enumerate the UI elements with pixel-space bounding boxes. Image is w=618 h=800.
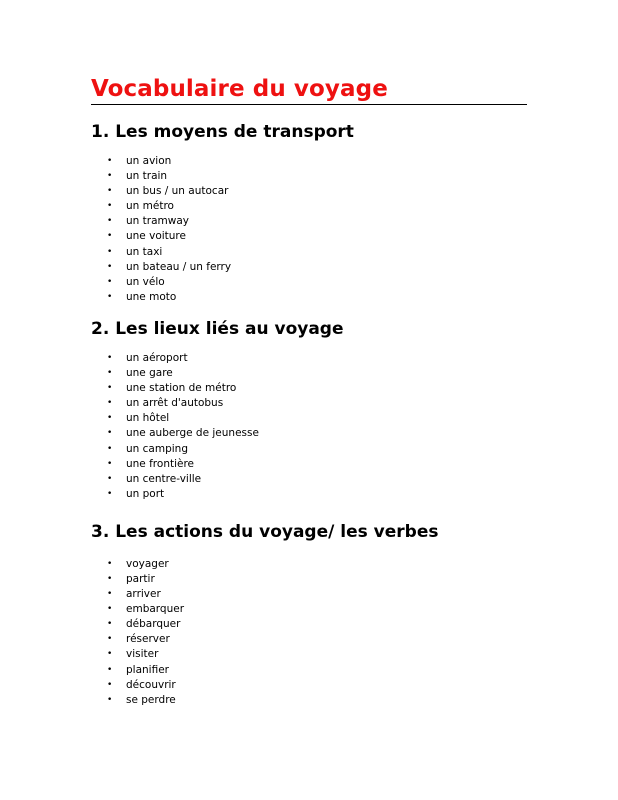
bullet-icon: • (107, 458, 113, 469)
list-item (91, 487, 527, 502)
list-item (91, 663, 527, 678)
list-item (91, 260, 527, 275)
list-item (91, 602, 527, 617)
list-item (91, 366, 527, 381)
list-item-text: se perdre (126, 693, 176, 706)
bullet-icon: • (107, 352, 113, 363)
list-item-text: réserver (126, 633, 170, 646)
list-item-text: arriver (126, 588, 161, 601)
bullet-icon: • (107, 694, 113, 705)
list-item (91, 617, 527, 632)
section-places (91, 318, 527, 502)
list-item-text: une frontière (126, 457, 195, 470)
bullet-icon: • (107, 246, 113, 257)
section-heading: 3. Les actions du voyage/ les verbes (91, 521, 439, 542)
list-item (91, 290, 527, 305)
vocabulary-list (91, 154, 527, 305)
document-title: Vocabulaire du voyage (91, 74, 527, 105)
list-item-text: visiter (126, 648, 159, 661)
list-item-text: un hôtel (126, 412, 170, 425)
vocabulary-list (91, 557, 527, 708)
list-item (91, 396, 527, 411)
list-item-text: un bus / un autocar (126, 185, 229, 198)
list-item-text: découvrir (126, 678, 176, 691)
document-page (91, 74, 527, 708)
bullet-icon: • (107, 679, 113, 690)
list-item-text: un centre-ville (126, 472, 202, 485)
list-item (91, 693, 527, 708)
list-item-text: une station de métro (126, 382, 237, 395)
list-item (91, 154, 527, 169)
list-item (91, 275, 527, 290)
list-item-text: partir (126, 572, 155, 585)
bullet-icon: • (107, 413, 113, 424)
list-item-text: un arrêt d'autobus (126, 397, 224, 410)
list-item-text: embarquer (126, 603, 185, 616)
list-item-text: une gare (126, 367, 173, 380)
section-heading: 1. Les moyens de transport (91, 122, 354, 142)
bullet-icon: • (107, 573, 113, 584)
bullet-icon: • (107, 619, 113, 630)
bullet-icon: • (107, 473, 113, 484)
list-item-text: une moto (126, 290, 177, 303)
list-item-text: planifier (126, 663, 169, 676)
list-item (91, 457, 527, 472)
list-item (91, 381, 527, 396)
bullet-icon: • (107, 171, 113, 182)
list-item-text: un tramway (126, 215, 189, 228)
bullet-icon: • (107, 604, 113, 615)
list-item (91, 426, 527, 441)
bullet-icon: • (107, 649, 113, 660)
bullet-icon: • (107, 231, 113, 242)
list-item (91, 472, 527, 487)
bullet-icon: • (107, 488, 113, 499)
list-item (91, 557, 527, 572)
list-item-text: un taxi (126, 245, 163, 258)
bullet-icon: • (107, 589, 113, 600)
list-item-text: un train (126, 170, 168, 183)
bullet-icon: • (107, 186, 113, 197)
list-item (91, 587, 527, 602)
list-item (91, 229, 527, 244)
list-item (91, 411, 527, 426)
list-item (91, 632, 527, 647)
list-item-text: une auberge de jeunesse (126, 427, 259, 440)
section-heading: 2. Les lieux liés au voyage (91, 318, 344, 339)
vocabulary-list (91, 351, 527, 502)
list-item-text: un bateau / un ferry (126, 260, 232, 273)
bullet-icon: • (107, 428, 113, 439)
list-item (91, 184, 527, 199)
list-item (91, 214, 527, 229)
bullet-icon: • (107, 368, 113, 379)
bullet-icon: • (107, 664, 113, 675)
list-item-text: voyager (126, 557, 169, 570)
bullet-icon: • (107, 216, 113, 227)
list-item-text: un port (126, 487, 165, 500)
bullet-icon: • (107, 291, 113, 302)
section-verbs (91, 521, 527, 708)
section-transport (91, 121, 527, 305)
list-item-text: un avion (126, 155, 172, 167)
bullet-icon: • (107, 201, 113, 212)
list-item-text: une voiture (126, 230, 186, 243)
bullet-icon: • (107, 383, 113, 394)
list-item (91, 351, 527, 366)
bullet-icon: • (107, 398, 113, 409)
list-item-text: un aéroport (126, 351, 188, 364)
list-item (91, 647, 527, 662)
list-item (91, 169, 527, 184)
list-item (91, 572, 527, 587)
list-item (91, 442, 527, 457)
bullet-icon: • (107, 261, 113, 272)
list-item (91, 678, 527, 693)
list-item-text: un métro (126, 200, 174, 213)
bullet-icon: • (107, 156, 113, 166)
list-item-text: un camping (126, 442, 188, 455)
bullet-icon: • (107, 443, 113, 454)
list-item-text: un vélo (126, 275, 165, 288)
bullet-icon: • (107, 634, 113, 645)
list-item (91, 245, 527, 260)
bullet-icon: • (107, 276, 113, 287)
list-item (91, 199, 527, 214)
list-item-text: débarquer (126, 618, 181, 631)
bullet-icon: • (107, 558, 113, 569)
